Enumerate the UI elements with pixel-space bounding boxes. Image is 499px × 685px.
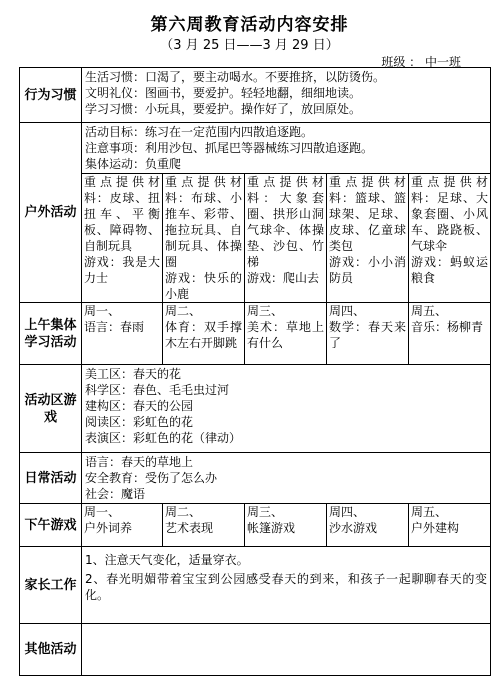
outdoor-goals bbox=[82, 123, 491, 174]
area-line: 阅读区：彩虹色的花 bbox=[85, 415, 194, 429]
day-label: 周三、 bbox=[247, 304, 284, 318]
daily-content bbox=[82, 453, 491, 504]
daily-row bbox=[20, 453, 491, 504]
outdoor-note: 注意事项：利用沙包、抓尾巴等器械练习四散追逐跑。 bbox=[85, 141, 374, 155]
outdoor-day-2 bbox=[163, 174, 245, 303]
day-label: 周四、 bbox=[329, 304, 366, 318]
day-label: 周三、 bbox=[247, 505, 284, 519]
outdoor-day-5 bbox=[409, 174, 491, 303]
habit-line: 学习习惯：小玩具，要爱护。操作好了，放回原处。 bbox=[85, 102, 362, 116]
afternoon-content: 户外建构 bbox=[411, 521, 460, 535]
outdoor-goal: 活动目标：练习在一定范围内四散追逐跑。 bbox=[85, 125, 314, 139]
daily-label: 日常活动 bbox=[20, 453, 82, 504]
parents-label: 家长工作 bbox=[20, 547, 82, 624]
schedule-table bbox=[19, 67, 491, 676]
other-row bbox=[20, 624, 491, 676]
habits-content bbox=[82, 68, 491, 123]
parents-line: 2、春光明媚带着宝宝到公园感受春天的到来，和孩子一起聊聊春天的变化。 bbox=[85, 572, 488, 602]
afternoon-content: 户外词养 bbox=[84, 521, 133, 535]
habit-line: 生活习惯：口渴了，要主动喝水。不要推挤，以防烫伤。 bbox=[85, 70, 386, 84]
outdoor-day-1 bbox=[82, 174, 163, 303]
date-range: （3 月 25 日——3 月 29 日） bbox=[160, 38, 339, 53]
other-content bbox=[82, 624, 491, 676]
morning-label: 上午集体学习活动 bbox=[20, 303, 82, 365]
day-label: 周二、 bbox=[165, 505, 202, 519]
day-label: 周二、 bbox=[165, 304, 202, 318]
outdoor-game: 游戏：爬山去 bbox=[247, 271, 320, 285]
morning-content: 美术：草地上有什么 bbox=[247, 320, 324, 350]
day-label: 周四、 bbox=[329, 505, 366, 519]
outdoor-day-4 bbox=[327, 174, 409, 303]
habits-label: 行为习惯 bbox=[20, 68, 82, 123]
afternoon-row bbox=[20, 504, 491, 547]
parents-line: 1、注意天气变化，适量穿衣。 bbox=[85, 553, 249, 567]
daily-line: 社会：魔语 bbox=[85, 487, 146, 501]
day-label: 周五、 bbox=[411, 505, 448, 519]
morning-day-4 bbox=[327, 303, 409, 365]
area-line: 建构区：春天的公园 bbox=[85, 399, 194, 413]
afternoon-content: 帐篷游戏 bbox=[247, 521, 296, 535]
afternoon-day-1 bbox=[82, 504, 163, 547]
areas-content bbox=[82, 365, 491, 453]
outdoor-day-3 bbox=[245, 174, 327, 303]
afternoon-day-2 bbox=[163, 504, 245, 547]
area-line: 表演区：彩虹色的花（律动） bbox=[85, 431, 242, 445]
daily-line: 语言：春天的草地上 bbox=[85, 455, 194, 469]
outdoor-materials: 重点提供材料：布球、小推车、彩带、拖拉玩具、自制玩具、体操圈 bbox=[165, 175, 242, 269]
afternoon-label: 下午游戏 bbox=[20, 504, 82, 547]
parents-row bbox=[20, 547, 491, 624]
afternoon-content: 艺术表现 bbox=[165, 521, 214, 535]
afternoon-day-5 bbox=[409, 504, 491, 547]
afternoon-day-4 bbox=[327, 504, 409, 547]
morning-content: 语言：春雨 bbox=[84, 320, 145, 334]
afternoon-content: 沙水游戏 bbox=[329, 521, 378, 535]
morning-day-5 bbox=[409, 303, 491, 365]
other-label: 其他活动 bbox=[20, 624, 82, 676]
class-label: 班级 ： 中一班 bbox=[381, 55, 461, 69]
morning-day-2 bbox=[163, 303, 245, 365]
morning-day-3 bbox=[245, 303, 327, 365]
page-title: 第六周教育活动内容安排 bbox=[150, 15, 349, 35]
afternoon-day-3 bbox=[245, 504, 327, 547]
outdoor-game: 游戏：蚂蚁运粮食 bbox=[411, 255, 489, 285]
outdoor-game: 游戏：快乐的小鹿 bbox=[165, 271, 242, 301]
areas-label: 活动区游戏 bbox=[20, 365, 82, 453]
day-label: 周一、 bbox=[84, 505, 121, 519]
outdoor-materials: 重点提供材料：足球、大象套圈、小风车、跷跷板、气球伞 bbox=[411, 175, 489, 253]
outdoor-goal-row bbox=[20, 123, 491, 174]
outdoor-materials: 重点提供材料：皮球、扭扭车、平衡板、障碍物、自制玩具 bbox=[84, 175, 160, 253]
morning-content: 体育：双手撑木左右开脚跳 bbox=[165, 320, 242, 350]
habit-line: 文明礼仪：图画书，要爱护。轻轻地翻，细细地读。 bbox=[85, 86, 362, 100]
morning-day-1 bbox=[82, 303, 163, 365]
morning-content: 数学：春天来了 bbox=[329, 320, 406, 350]
outdoor-label: 户外活动 bbox=[20, 123, 82, 303]
outdoor-game: 游戏：小小消防员 bbox=[329, 255, 406, 285]
morning-row bbox=[20, 303, 491, 365]
area-line: 美工区：春天的花 bbox=[85, 367, 182, 381]
day-label: 周一、 bbox=[84, 304, 121, 318]
habits-row bbox=[20, 68, 491, 123]
morning-content: 音乐：杨柳青 bbox=[411, 320, 484, 334]
outdoor-days-row bbox=[20, 174, 491, 303]
outdoor-materials: 重点提供材料：篮球、篮球架、足球、皮球、亿童球类包 bbox=[329, 175, 406, 253]
outdoor-materials: 重点提供材料：大象套圈、拱形山洞气球伞、体操垫、沙包、竹梯 bbox=[247, 175, 324, 269]
outdoor-group: 集体运动：负重爬 bbox=[85, 157, 182, 171]
outdoor-game: 游戏：我是大力士 bbox=[84, 255, 160, 285]
day-label: 周五、 bbox=[411, 304, 448, 318]
daily-line: 安全教育：受伤了怎么办 bbox=[85, 471, 218, 485]
parents-content bbox=[82, 547, 491, 624]
area-line: 科学区：春色、毛毛虫过河 bbox=[85, 383, 230, 397]
areas-row bbox=[20, 365, 491, 453]
